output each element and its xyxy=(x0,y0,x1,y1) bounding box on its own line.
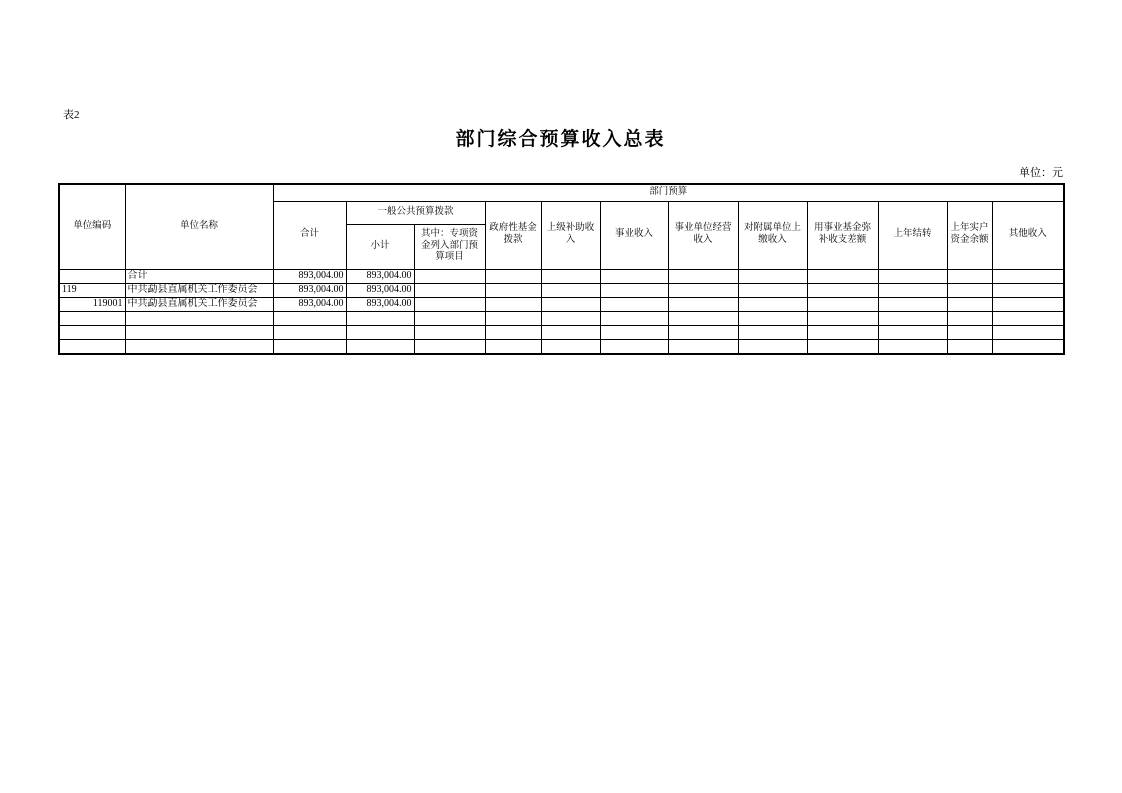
cell-unit-name: 合计 xyxy=(125,269,273,283)
cell-total xyxy=(273,325,346,339)
header-fund-balance: 用事业基金弥补收支差额 xyxy=(807,201,878,269)
cell-superior-subsidy xyxy=(541,283,600,297)
cell-superior-subsidy xyxy=(541,339,600,354)
cell-total xyxy=(273,339,346,354)
cell-subtotal: 893,004.00 xyxy=(346,283,414,297)
cell-unit-code xyxy=(59,339,125,354)
cell-carryover xyxy=(878,311,947,325)
cell-subtotal xyxy=(346,339,414,354)
cell-business-income xyxy=(600,297,668,311)
table-row-dept xyxy=(59,283,1064,297)
cell-actual-balance xyxy=(947,269,992,283)
cell-unit-name: 中共勐县直属机关工作委员会 xyxy=(125,297,273,311)
table-row-unit xyxy=(59,297,1064,311)
header-business-income: 事业收入 xyxy=(600,201,668,269)
cell-unit-code xyxy=(59,269,125,283)
cell-carryover xyxy=(878,297,947,311)
cell-unit-name: 中共勐县直属机关工作委员会 xyxy=(125,283,273,297)
cell-subordinate-income xyxy=(738,269,807,283)
cell-subordinate-income xyxy=(738,283,807,297)
cell-subtotal: 893,004.00 xyxy=(346,297,414,311)
header-carryover: 上年结转 xyxy=(878,201,947,269)
header-special-funds: 其中：专项资金列入部门预算项目 xyxy=(414,224,485,269)
header-subtotal: 小计 xyxy=(346,224,414,269)
cell-carryover xyxy=(878,269,947,283)
cell-other-income xyxy=(992,339,1064,354)
cell-carryover xyxy=(878,325,947,339)
table-row-total xyxy=(59,269,1064,283)
cell-business-income xyxy=(600,283,668,297)
header-unit-name: 单位名称 xyxy=(125,184,273,269)
cell-special-funds xyxy=(414,325,485,339)
cell-business-income xyxy=(600,339,668,354)
cell-operating-income xyxy=(668,311,738,325)
cell-total: 893,004.00 xyxy=(273,283,346,297)
cell-actual-balance xyxy=(947,311,992,325)
page-title: 部门综合预算收入总表 xyxy=(455,129,666,150)
cell-special-funds xyxy=(414,283,485,297)
cell-operating-income xyxy=(668,269,738,283)
cell-gov-fund xyxy=(485,297,541,311)
cell-unit-name xyxy=(125,325,273,339)
cell-special-funds xyxy=(414,311,485,325)
cell-operating-income xyxy=(668,283,738,297)
cell-unit-name xyxy=(125,311,273,325)
cell-business-income xyxy=(600,325,668,339)
cell-operating-income xyxy=(668,297,738,311)
currency-unit-note: 单位：元 xyxy=(1019,167,1063,179)
header-unit-code: 单位编码 xyxy=(59,184,125,269)
cell-other-income xyxy=(992,297,1064,311)
cell-subtotal: 893,004.00 xyxy=(346,269,414,283)
header-dept-budget: 部门预算 xyxy=(273,184,1064,201)
cell-fund-balance xyxy=(807,269,878,283)
header-actual-balance: 上年实户资金余额 xyxy=(947,201,992,269)
cell-gov-fund xyxy=(485,325,541,339)
cell-subtotal xyxy=(346,325,414,339)
table-row-empty xyxy=(59,311,1064,325)
cell-fund-balance xyxy=(807,297,878,311)
cell-unit-code: 119 xyxy=(59,283,125,297)
cell-fund-balance xyxy=(807,311,878,325)
cell-total xyxy=(273,311,346,325)
table-row-empty xyxy=(59,339,1064,354)
cell-other-income xyxy=(992,283,1064,297)
cell-subordinate-income xyxy=(738,325,807,339)
cell-superior-subsidy xyxy=(541,269,600,283)
cell-business-income xyxy=(600,269,668,283)
header-gov-fund: 政府性基金拨款 xyxy=(485,201,541,269)
cell-carryover xyxy=(878,339,947,354)
cell-other-income xyxy=(992,269,1064,283)
cell-gov-fund xyxy=(485,311,541,325)
cell-special-funds xyxy=(414,297,485,311)
header-total: 合计 xyxy=(273,201,346,269)
header-general-public-budget: 一般公共预算拨款 xyxy=(346,201,485,224)
cell-carryover xyxy=(878,283,947,297)
cell-superior-subsidy xyxy=(541,297,600,311)
cell-subordinate-income xyxy=(738,339,807,354)
cell-unit-code: 119001 xyxy=(59,297,125,311)
cell-fund-balance xyxy=(807,283,878,297)
header-superior-subsidy: 上级补助收入 xyxy=(541,201,600,269)
cell-gov-fund xyxy=(485,339,541,354)
cell-fund-balance xyxy=(807,339,878,354)
table-row-empty xyxy=(59,325,1064,339)
cell-other-income xyxy=(992,311,1064,325)
cell-business-income xyxy=(600,311,668,325)
cell-special-funds xyxy=(414,339,485,354)
cell-operating-income xyxy=(668,325,738,339)
cell-actual-balance xyxy=(947,283,992,297)
cell-actual-balance xyxy=(947,297,992,311)
cell-actual-balance xyxy=(947,325,992,339)
table-number-label: 表2 xyxy=(63,109,80,121)
cell-subtotal xyxy=(346,311,414,325)
cell-fund-balance xyxy=(807,325,878,339)
cell-total: 893,004.00 xyxy=(273,297,346,311)
cell-subordinate-income xyxy=(738,311,807,325)
cell-unit-name xyxy=(125,339,273,354)
header-other-income: 其他收入 xyxy=(992,201,1064,269)
cell-special-funds xyxy=(414,269,485,283)
cell-superior-subsidy xyxy=(541,311,600,325)
cell-superior-subsidy xyxy=(541,325,600,339)
header-operating-income: 事业单位经营收入 xyxy=(668,201,738,269)
cell-actual-balance xyxy=(947,339,992,354)
cell-gov-fund xyxy=(485,283,541,297)
budget-income-table xyxy=(58,183,1065,355)
cell-unit-code xyxy=(59,311,125,325)
cell-total: 893,004.00 xyxy=(273,269,346,283)
cell-operating-income xyxy=(668,339,738,354)
cell-subordinate-income xyxy=(738,297,807,311)
cell-other-income xyxy=(992,325,1064,339)
cell-unit-code xyxy=(59,325,125,339)
header-subordinate-income: 对附属单位上缴收入 xyxy=(738,201,807,269)
cell-gov-fund xyxy=(485,269,541,283)
